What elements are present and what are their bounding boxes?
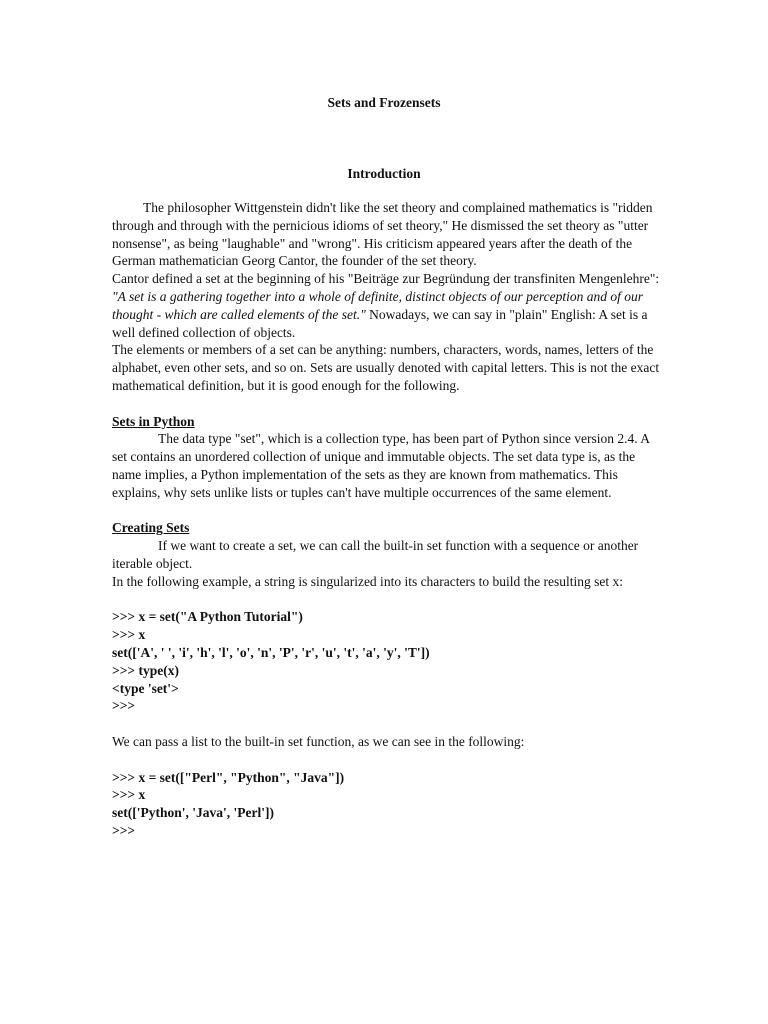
creating-sets-heading: Creating Sets	[112, 520, 190, 536]
code-line: set(['Python', 'Java', 'Perl'])	[112, 805, 274, 821]
creating-sets-paragraph-1: If we want to create a set, we can call the built-in set function with a sequence or another iterable object.	[112, 538, 639, 571]
code-block-2	[112, 769, 660, 840]
code-line: >>> x = set("A Python Tutorial")	[112, 609, 303, 625]
code-line: >>> x	[112, 627, 146, 643]
code-line: >>>	[112, 698, 136, 714]
code-line: >>> x	[112, 787, 146, 803]
creating-sets-paragraph-2: In the following example, a string is singularized into its characters to build the resulting set x:	[112, 573, 624, 589]
code-line: >>>	[112, 822, 136, 838]
document-title: Sets and Frozensets	[327, 95, 441, 110]
list-paragraph: We can pass a list to the built-in set function, as we can see in the following:	[112, 733, 525, 749]
sets-in-python-heading: Sets in Python	[112, 413, 195, 429]
cantor-quote: "A set is a gathering together into a whole of definite, distinct objects of our perception and of our thought - which are called elements of the set."	[112, 288, 643, 322]
code-line: <type 'set'>	[112, 680, 179, 696]
intro-paragraph-3	[112, 288, 660, 341]
code-line: >>> x = set(["Perl", "Python", "Java"])	[112, 769, 345, 785]
intro-paragraph-3-tail: Nowadays, we can say in "plain" English: A set is a well defined collection of objects.	[112, 306, 648, 340]
intro-paragraph-4: The elements or members of a set can be anything: numbers, characters, words, names, letters of the alphabet, even other sets, and so on. Sets are usually denoted with capital letters. This is not the exact mathematical definition, but it is good enough for the following.	[112, 342, 660, 393]
intro-paragraph-1: The philosopher Wittgenstein didn't like the set theory and complained mathematics is "ridden through and through with the pernicious idioms of set theory," He dismissed the set theory as "utter nonsense", as being "laughable" and "wrong". His criticism appeared years after the death of the German mathematician Georg Cantor, the founder of the set theory.	[112, 200, 653, 269]
code-line: >>> type(x)	[112, 662, 179, 678]
sets-in-python-paragraph: The data type "set", which is a collection type, has been part of Python since version 2.4. A set contains an unordered collection of unique and immutable objects. The set data type is, as the name implies, a Python implementation of the sets as they are known from mathematics. This explains, why sets unlike lists or tuples can't have multiple occurrences of the same element.	[112, 431, 650, 500]
intro-paragraph-2: Cantor defined a set at the beginning of his "Beiträge zur Begründung der transfiniten Mengenlehre":	[112, 271, 660, 287]
introduction-heading: Introduction	[347, 166, 421, 181]
code-block-1	[112, 608, 660, 715]
code-line: set(['A', ' ', 'i', 'h', 'l', 'o', 'n', 'P', 'r', 'u', 't', 'a', 'y', 'T'])	[112, 644, 430, 660]
document-body	[112, 199, 660, 840]
